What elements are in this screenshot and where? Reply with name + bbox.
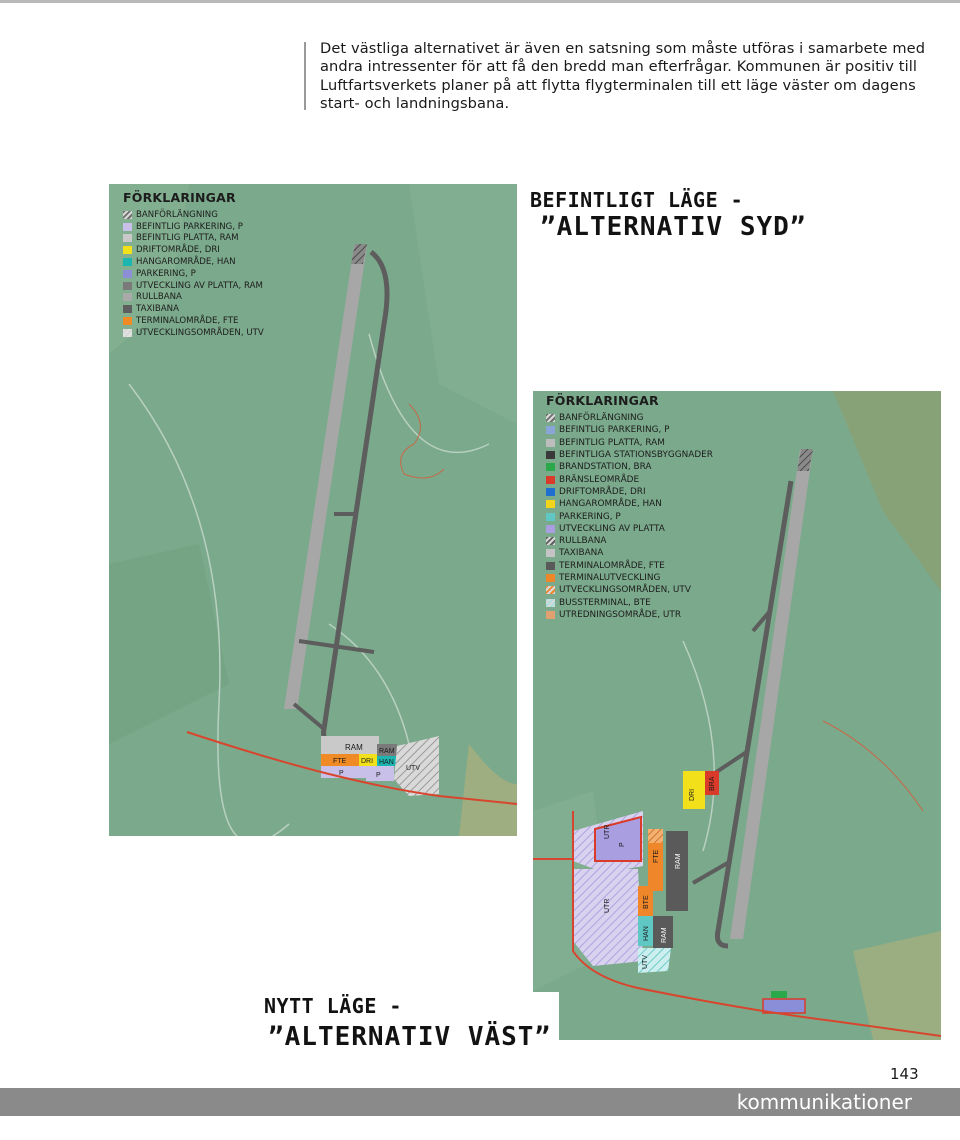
- legend-label: UTVECKLING AV PLATTA, RAM: [136, 280, 263, 291]
- legend-label: UTREDNINGSOMRÅDE, UTR: [559, 609, 681, 620]
- legend-label: BRÄNSLEOMRÅDE: [559, 474, 640, 485]
- zone-label: UTR: [604, 898, 611, 913]
- legend-swatch: [123, 246, 132, 254]
- zone-label: P: [376, 772, 381, 779]
- zone-label: HAN: [643, 926, 650, 941]
- legend-label: TERMINALOMRÅDE, FTE: [559, 560, 665, 571]
- legend-item: [123, 233, 264, 245]
- zone-utr2: [573, 869, 643, 966]
- legend-item: [546, 473, 713, 485]
- zone-label: DRI: [361, 758, 374, 765]
- map-heading-line2: ”ALTERNATIV SYD”: [540, 212, 807, 242]
- legend-label: RULLBANA: [559, 536, 607, 547]
- legend-swatch: [123, 258, 132, 266]
- zone-label: FTE: [333, 758, 347, 765]
- legend-item: [546, 547, 713, 559]
- legend-syd: [123, 190, 264, 339]
- zone-label: FTE: [653, 849, 660, 863]
- legend-swatch: [546, 426, 555, 434]
- legend-swatch: [546, 525, 555, 533]
- legend-label: BUSSTERMINAL, BTE: [559, 597, 651, 608]
- legend-swatch: [123, 234, 132, 242]
- legend-swatch: [546, 586, 555, 594]
- map-heading-syd: [530, 188, 806, 242]
- legend-label: UTVECKLINGSOMRÅDEN, UTV: [559, 585, 691, 596]
- legend-item: [123, 256, 264, 268]
- legend-label: BANFÖRLÄNGNING: [136, 209, 218, 220]
- legend-swatch: [123, 282, 132, 290]
- legend-title: FÖRKLARINGAR: [546, 393, 659, 408]
- legend-label: BEFINTLIGA STATIONSBYGGNADER: [559, 450, 713, 461]
- legend-label: HANGAROMRÅDE, HAN: [136, 257, 236, 268]
- legend-label: PARKERING, P: [559, 511, 621, 522]
- map-heading-line2: ”ALTERNATIV VÄST”: [266, 1020, 559, 1054]
- legend-item: [123, 315, 264, 327]
- legend-swatch: [546, 611, 555, 619]
- legend-label: TERMINALOMRÅDE, FTE: [136, 316, 239, 327]
- legend-item: [546, 572, 713, 584]
- legend-item: [546, 412, 713, 424]
- legend-swatch: [123, 223, 132, 231]
- legend-item: [546, 498, 713, 510]
- intro-line: andra intressenter för att få den bredd man efterfrågar. Kommunen är positiv till: [320, 58, 918, 76]
- legend-item: [123, 244, 264, 256]
- footer-margin: [0, 1116, 960, 1140]
- legend-swatch: [546, 513, 555, 521]
- page-number: 143: [890, 1065, 919, 1083]
- zone-label: UTR: [604, 824, 611, 839]
- top-rule: [0, 0, 960, 3]
- legend-item: [546, 535, 713, 547]
- legend-swatch: [123, 293, 132, 301]
- map-alternativ-syd: [109, 184, 517, 836]
- legend-swatch: [546, 599, 555, 607]
- zone-label: UTV: [642, 955, 649, 969]
- legend-item: [546, 486, 713, 498]
- legend-label: PARKERING, P: [136, 268, 196, 279]
- legend-item: [123, 209, 264, 221]
- intro-line: start- och landningsbana.: [320, 95, 510, 113]
- legend-swatch: [546, 574, 555, 582]
- legend-item: [546, 461, 713, 473]
- zone-label: RAM: [379, 748, 395, 755]
- legend-items: [546, 412, 713, 621]
- legend-item: [546, 510, 713, 522]
- legend-label: BRANDSTATION, BRA: [559, 462, 652, 473]
- legend-swatch: [546, 414, 555, 422]
- legend-swatch: [123, 270, 132, 278]
- legend-item: [123, 268, 264, 280]
- zone-label: RAM: [675, 853, 682, 869]
- legend-item: [123, 221, 264, 233]
- zone-label: BRA: [709, 776, 716, 791]
- legend-item: [123, 280, 264, 292]
- zone-terminal-dev: [648, 829, 663, 843]
- zone-label: P: [619, 842, 626, 847]
- zone-label: UTV: [406, 765, 420, 772]
- legend-item: [546, 449, 713, 461]
- legend-label: RULLBANA: [136, 292, 182, 303]
- legend-item: [546, 523, 713, 535]
- legend-vast: [546, 393, 713, 621]
- legend-label: BANFÖRLÄNGNING: [559, 413, 644, 424]
- legend-item: [123, 303, 264, 315]
- legend-label: DRIFTOMRÅDE, DRI: [559, 486, 646, 497]
- map-alternativ-vast: [533, 391, 941, 1040]
- zone-label: DRI: [689, 788, 696, 801]
- map-heading-line1: NYTT LÄGE -: [262, 992, 559, 1020]
- map-heading-line1: BEFINTLIGT LÄGE -: [530, 188, 744, 212]
- legend-item: [546, 584, 713, 596]
- zone-label: BTE: [643, 895, 650, 909]
- legend-label: DRIFTOMRÅDE, DRI: [136, 245, 220, 256]
- legend-label: TAXIBANA: [136, 304, 179, 315]
- legend-label: BEFINTLIG PLATTA, RAM: [136, 233, 239, 244]
- legend-swatch: [546, 451, 555, 459]
- map-heading-vast: [262, 992, 559, 1054]
- zone-label: HAN: [379, 759, 394, 766]
- legend-label: TERMINALUTVECKLING: [559, 573, 661, 583]
- legend-label: TAXIBANA: [559, 548, 604, 559]
- legend-swatch: [123, 211, 132, 219]
- legend-items: [123, 209, 264, 339]
- legend-item: [546, 560, 713, 572]
- zone-label: RAM: [661, 927, 668, 943]
- legend-label: UTVECKLINGSOMRÅDEN, UTV: [136, 327, 264, 338]
- intro-line: Det västliga alternativet är även en satsning som måste utföras i samarbete med: [320, 40, 926, 57]
- section-title: kommunikationer: [736, 1090, 912, 1114]
- existing-parking: [763, 999, 805, 1013]
- legend-label: HANGAROMRÅDE, HAN: [559, 499, 662, 510]
- footer-bar: [0, 1088, 960, 1116]
- legend-swatch: [546, 562, 555, 570]
- legend-swatch: [123, 329, 132, 337]
- intro-line: Luftfartsverkets planer på att flytta flygterminalen till ett läge väster om dagens: [320, 76, 916, 94]
- legend-label: BEFINTLIG PLATTA, RAM: [559, 437, 665, 448]
- legend-swatch: [546, 537, 555, 545]
- legend-item: [123, 292, 264, 304]
- legend-item: [546, 424, 713, 436]
- legend-swatch: [546, 439, 555, 447]
- legend-item: [546, 609, 713, 621]
- intro-paragraph: [320, 40, 940, 114]
- zone-label: RAM: [345, 743, 363, 752]
- zone-label: P: [339, 770, 344, 777]
- legend-swatch: [546, 463, 555, 471]
- existing-station: [771, 991, 787, 998]
- legend-item: [546, 596, 713, 608]
- intro-margin-bar: [304, 42, 306, 110]
- legend-swatch: [123, 305, 132, 313]
- legend-swatch: [123, 317, 132, 325]
- legend-label: BEFINTLIG PARKERING, P: [136, 221, 243, 232]
- legend-label: BEFINTLIG PARKERING, P: [559, 425, 670, 436]
- legend-swatch: [546, 500, 555, 508]
- legend-label: UTVECKLING AV PLATTA: [559, 523, 665, 534]
- legend-swatch: [546, 488, 555, 496]
- legend-item: [546, 437, 713, 449]
- zone-ram1: [666, 831, 688, 911]
- legend-item: [123, 327, 264, 339]
- legend-swatch: [546, 549, 555, 557]
- legend-swatch: [546, 476, 555, 484]
- legend-title: FÖRKLARINGAR: [123, 190, 236, 205]
